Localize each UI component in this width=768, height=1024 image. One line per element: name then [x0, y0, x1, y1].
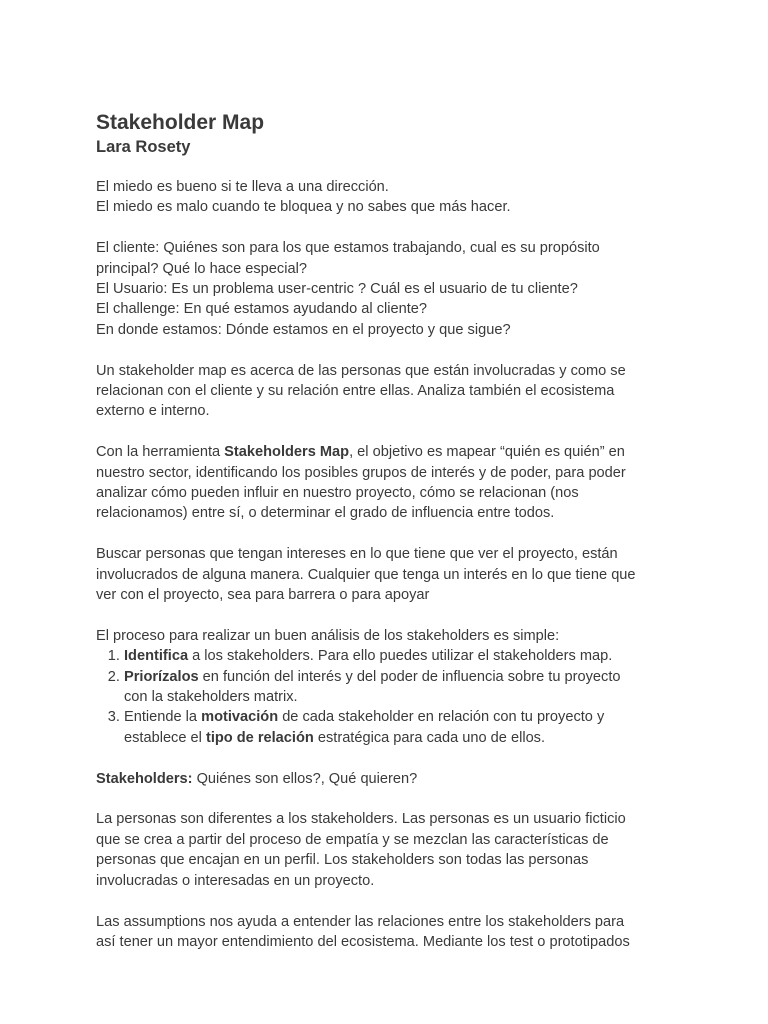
- paragraph-tool-description: [96, 442, 696, 524]
- text-run: de cada stakeholder en relación con tu proyecto y: [278, 709, 605, 726]
- document-title: Stakeholder Map: [96, 111, 265, 134]
- process-steps-list: [96, 646, 696, 748]
- text-line: analizar cómo pueden influir en nuestro proyecto, cómo se relacionan (nos: [96, 485, 579, 502]
- paragraph-assumptions: [96, 912, 696, 953]
- text-run: Quiénes son ellos?, Qué quieren?: [192, 770, 418, 787]
- text-line: que se crea a partir del proceso de empatía y se mezclan las características de: [96, 831, 609, 848]
- paragraph-fear: [96, 177, 696, 218]
- text-line: externo e interno.: [96, 403, 210, 420]
- text-line: [96, 769, 696, 789]
- text-line: principal? Qué lo hace especial?: [96, 260, 307, 277]
- bold-term: motivación: [201, 709, 279, 726]
- text-line: relacionan con el cliente y su relación entre ellas. Analiza también el ecosistema: [96, 383, 615, 400]
- bold-term: Identifica: [124, 648, 189, 665]
- text-run: estratégica para cada uno de ellos.: [313, 729, 546, 746]
- text-run: en función del interés y del poder de influencia sobre tu proyecto: [198, 668, 621, 685]
- text-line: [96, 442, 696, 462]
- text-line: El cliente: Quiénes son para los que estamos trabajando, cual es su propósito: [96, 240, 600, 257]
- text-line: ver con el proyecto, sea para barrera o para apoyar: [96, 587, 430, 604]
- text-line: El Usuario: Es un problema user-centric ? Cuál es el usuario de tu cliente?: [96, 281, 578, 298]
- document-author: Lara Rosety: [96, 138, 191, 156]
- bold-term-stakeholders-map: Stakeholders Map: [224, 444, 350, 461]
- text-run: a los stakeholders. Para ello puedes utilizar el stakeholders map.: [188, 648, 613, 665]
- text-run: establece el: [124, 729, 206, 746]
- text-run: con la stakeholders matrix.: [124, 689, 298, 706]
- text-line: El miedo es malo cuando te bloquea y no sabes que más hacer.: [96, 199, 511, 216]
- text-run: Con la herramienta: [96, 444, 225, 461]
- text-line: involucrados de alguna manera. Cualquier que tenga un interés en lo que tiene que: [96, 566, 636, 583]
- text-line: El proceso para realizar un buen análisis de los stakeholders es simple:: [96, 627, 560, 644]
- paragraph-client-questions: [96, 238, 696, 340]
- paragraph-stakeholders-question: [96, 769, 696, 789]
- text-run: , el objetivo es mapear “quién es quién” en: [349, 444, 625, 461]
- text-line: nuestro sector, identificando los posibles grupos de interés y de poder, para poder: [96, 464, 626, 481]
- bold-term: tipo de relación: [205, 729, 314, 746]
- paragraph-search-people: [96, 544, 696, 605]
- text-line: En donde estamos: Dónde estamos en el proyecto y que sigue?: [96, 321, 511, 338]
- text-line: personas que encajan en un perfil. Los stakeholders son todas las personas: [96, 852, 589, 869]
- text-line: Un stakeholder map es acerca de las personas que están involucradas y como se: [96, 362, 626, 379]
- bold-term: Stakeholders:: [96, 770, 193, 787]
- text-line: Las assumptions nos ayuda a entender las relaciones entre los stakeholders para: [96, 913, 625, 930]
- text-line: La personas son diferentes a los stakeholders. Las personas es un usuario ficticio: [96, 811, 626, 828]
- text-line: Buscar personas que tengan intereses en lo que tiene que ver el proyecto, están: [96, 546, 618, 563]
- bold-term: Priorízalos: [124, 668, 199, 685]
- text-line: relacionamos) entre sí, o determinar el grado de influencia entre todos.: [96, 505, 555, 522]
- document-page: [96, 110, 696, 973]
- paragraph-personas-vs-stakeholders: [96, 809, 696, 891]
- process-step-prioritize: [124, 667, 696, 708]
- text-line: así tener un mayor entendimiento del ecosistema. Mediante los test o prototipados: [96, 933, 630, 950]
- paragraph-process-intro: [96, 626, 696, 646]
- text-run: Entiende la: [124, 709, 202, 726]
- process-step-understand: [124, 707, 696, 748]
- text-line: involucradas o interesadas en un proyecto.: [96, 872, 375, 889]
- text-line: El challenge: En qué estamos ayudando al cliente?: [96, 301, 428, 318]
- process-step-identify: [124, 646, 696, 666]
- text-line: El miedo es bueno si te lleva a una dirección.: [96, 179, 389, 195]
- paragraph-stakeholder-map-definition: [96, 361, 696, 422]
